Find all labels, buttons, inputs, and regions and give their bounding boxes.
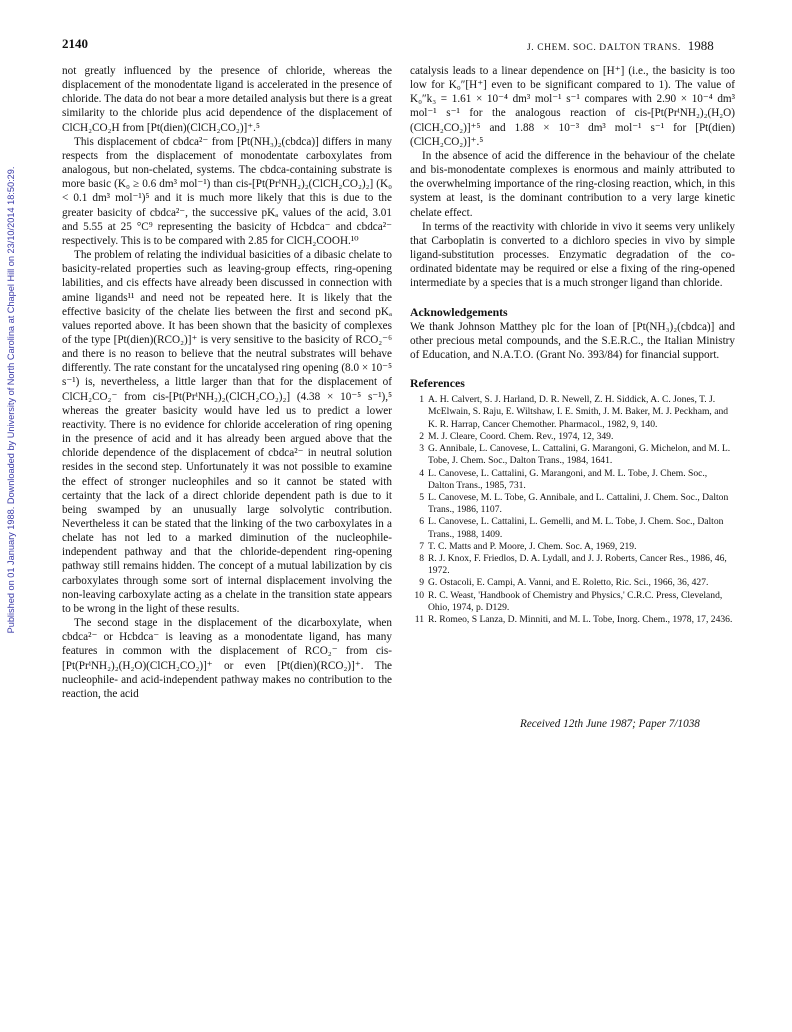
reference-item [410, 541, 735, 553]
reference-item [410, 492, 735, 516]
reference-text: G. Annibale, L. Canovese, L. Cattalini, G. Marangoni, G. Michelon, and M. L. Tobe, J. Chem. Soc., Dalton Trans., 1984, 1641. [428, 443, 731, 467]
journal-name: J. CHEM. SOC. DALTON TRANS. [527, 43, 681, 53]
reference-item [410, 516, 735, 540]
received-note [520, 718, 700, 730]
left-column [62, 64, 392, 701]
reference-item [410, 577, 735, 589]
reference-number: 6 [419, 516, 424, 528]
reference-number: 4 [419, 467, 424, 479]
body-paragraph: The second stage in the displacement of the dicarboxylate, when cbdca²⁻ or Hcbdca⁻ is leaving as a monodentate ligand, has many features in common with the displacement of RCO₂⁻ from cis-[Pt(PrⁱNH₂)₂(H₂O)(ClCH₂CO₂)]⁺ or even [Pt(dien)(RCO₂)]⁺. The nucleophile- and acid-independent pathway makes no contribution to the reaction, the acid [62, 617, 392, 700]
body-paragraph: not greatly influenced by the presence of chloride, whereas the displacement of the monodentate ligand is accelerated in the presence of chloride. The data do not bear a more detailed analysis but there is a great similarity to the chloride plus acid dependence of the displacement of ClCH₂CO₂H from [Pt(dien)(ClCH₂CO₂)]⁺.⁵ [62, 65, 393, 134]
page-number: 2140 [62, 36, 88, 51]
reference-number: 1 [419, 394, 424, 406]
body-paragraph: catalysis leads to a linear dependence on [H⁺] (i.e., the basicity is too low for K₀″[H⁺] even to be significant compared to 1). The value of K₀″k₃ = 1.61 × 10⁻⁴ dm³ mol⁻¹ s⁻¹ compares with 2.90 × 10⁻⁴ dm³ mol⁻¹ s⁻¹ for the analogous reaction of cis-[Pt(PrⁱNH₂)₂(H₂O)(ClCH₂CO₂)]⁺⁵ and 1.88 × 10⁻³ dm³ mol⁻¹ s⁻¹ for [Pt(dien)(ClCH₂CO₂)]⁺.⁵ [410, 65, 735, 148]
reference-text: A. H. Calvert, S. J. Harland, D. R. Newell, Z. H. Siddick, A. C. Jones, T. J. McElwain, S. Raju, E. Wiltshaw, I. E. Smith, J. M. Baker, M. J. Peckham, and K. R. Harrap, Cancer Chemother. Pharmacol., 1982, 9, 140. [428, 394, 729, 430]
reference-text: L. Canovese, L. Cattalini, L. Gemelli, and M. L. Tobe, J. Chem. Soc., Dalton Trans., 1988, 1409. [428, 516, 724, 540]
reference-text: R. J. Knox, F. Friedlos, D. A. Lydall, and J. J. Roberts, Cancer Res., 1986, 46, 1972. [428, 552, 727, 577]
reference-number: 3 [419, 443, 424, 455]
reference-text: L. Canovese, L. Cattalini, G. Marangoni, and M. L. Tobe, J. Chem. Soc., Dalton Trans., 1985, 731. [428, 467, 708, 491]
reference-text: L. Canovese, M. L. Tobe, G. Annibale, and L. Cattalini, J. Chem. Soc., Dalton Trans., 1986, 1107. [428, 491, 729, 516]
reference-number: 11 [414, 613, 424, 625]
reference-item [410, 553, 735, 577]
reference-number: 8 [419, 552, 424, 564]
reference-number: 9 [419, 577, 424, 589]
acknowledgements-text: We thank Johnson Matthey plc for the loan of [Pt(NH₃)₂(cbdca)] and other precious metal compounds, and the S.E.R.C., the Italian Ministry of Education, and N.A.T.O. (Grant No. 393/84) for financial support. [410, 320, 735, 361]
reference-text: R. C. Weast, 'Handbook of Chemistry and Physics,' C.R.C. Press, Cleveland, Ohio, 1974, p. D129. [428, 589, 723, 613]
paper-number: Paper 7/1038 [638, 718, 700, 730]
body-paragraph: The problem of relating the individual basicities of a dibasic chelate to basicity-related properties such as leaving-group effects, ring-opening labilities, and cis effects have already been discussed in connection with amine ligands¹¹ and need not be repeated here. It is likely that the effective basicity of the chelate lies between the first and second pKₐ values reported above. It has been shown that the basicity of complexes of the type [Pt(dien)(RCO₂)]⁺ is very sensitive to the basicity of RCO₂⁻⁶ and there is no reason to believe that the neutral substrates will behave differently. The rate constant for the uncatalysed ring opening (8.0 × 10⁻⁵ s⁻¹) is, nevertheless, a little larger than that for the displacement of ClCH₂CO₂⁻ from cis-[Pt(PrⁱNH₂)₂(ClCH₂CO₂)₂] (4.38 × 10⁻⁵ s⁻¹),⁵ whereas the greater basicity would have led us to predict a lower reactivity. There is no evidence for chloride acceleration of ring opening in the presence of acid and it has already been argued above that the chloride dependence of the displacement of cbdca²⁻ in neutral solution resides in the second step. Unfortunately it was not possible to examine the effect of stronger nucleophiles and so it cannot be stated with certainty that the lack of a direct chloride dependent path is due to it being swamped by an unusually large solvolytic contribution. Nevertheless it can be stated that the linking of the two carboxylates in a chelate has not led to a marked diminution of the nucleophile-independent pathway and that the chloride-dependent ring-opening pathway still remains hidden. The concept of a mutual labilization by cis carboxylates through some sort of internal displacement involving the non-leaving carboxylate acting as a chelate in the transition state appears to be wrong in the light of these results. [62, 249, 392, 615]
reference-item [410, 431, 735, 443]
reference-number: 10 [414, 589, 424, 601]
reference-text: T. C. Matts and P. Moore, J. Chem. Soc. A, 1969, 219. [428, 540, 637, 552]
reference-item [410, 590, 735, 614]
reference-number: 5 [419, 491, 424, 503]
body-paragraph: In the absence of acid the difference in the behaviour of the chelate and bis-monodentate complexes is enormous and mainly attributed to the overwhelming importance of the ring-closing reaction, which, in this system at least, is the dominant contribution to a very large kinetic chelate effect. [410, 149, 735, 219]
body-paragraph: This displacement of cbdca²⁻ from [Pt(NH₃)₂(cbdca)] differs in many respects from the displacement of monodentate carboxylates from analogous, but non-chelated, systems. The cbdca-containing substrate is more basic (K₀ ≥ 0.6 dm³ mol⁻¹) than cis-[Pt(PrⁱNH₂)₂(ClCH₂CO₂)₂] (K₀ < 0.1 dm³ mol⁻¹)⁵ and it is much more likely that this is due to the greater basicity of cbdca²⁻, the successive pKₐ values of the acid, 3.01 and 5.55 at 25 °C⁹ representing the basicity of Hcbdca⁻ and cbdca²⁻ respectively. This is to be compared with 2.85 for ClCH₂COOH.¹⁰ [62, 135, 392, 247]
download-notice-link[interactable]: Published on 01 January 1988. Downloaded by University of North Carolina at Chapel Hill on 23/10/2014 18:50:29. [6, 166, 16, 634]
reference-list [410, 394, 735, 626]
received-date: Received 12th June 1987; [520, 718, 636, 730]
reference-text: R. Romeo, S Lanza, D. Minniti, and M. L. Tobe, Inorg. Chem., 1978, 17, 2436. [428, 613, 733, 625]
journal-year: 1988 [687, 38, 714, 53]
acknowledgements-heading: Acknowledgements [410, 304, 508, 319]
reference-item [410, 614, 735, 626]
right-column [410, 64, 735, 626]
body-paragraph: In terms of the reactivity with chloride in vivo it seems very unlikely that Carboplatin is converted to a dichloro species in vivo by simple ligand-substitution processes. Enzymatic degradation of the co-ordinated bidentate may be required or else a fixing of the ring-opened intermediate by a species that is a much stronger ligand than chloride. [410, 220, 735, 290]
reference-item [410, 468, 735, 492]
reference-item [410, 394, 735, 431]
reference-item [410, 443, 735, 467]
reference-number: 7 [419, 540, 424, 552]
reference-number: 2 [419, 430, 424, 442]
reference-text: M. J. Cleare, Coord. Chem. Rev., 1974, 12, 349. [428, 430, 614, 442]
references-heading: References [410, 376, 465, 391]
reference-text: G. Ostacoli, E. Campi, A. Vanni, and E. Roletto, Ric. Sci., 1966, 36, 427. [428, 577, 709, 589]
download-watermark [3, 150, 19, 650]
running-header [527, 38, 714, 54]
